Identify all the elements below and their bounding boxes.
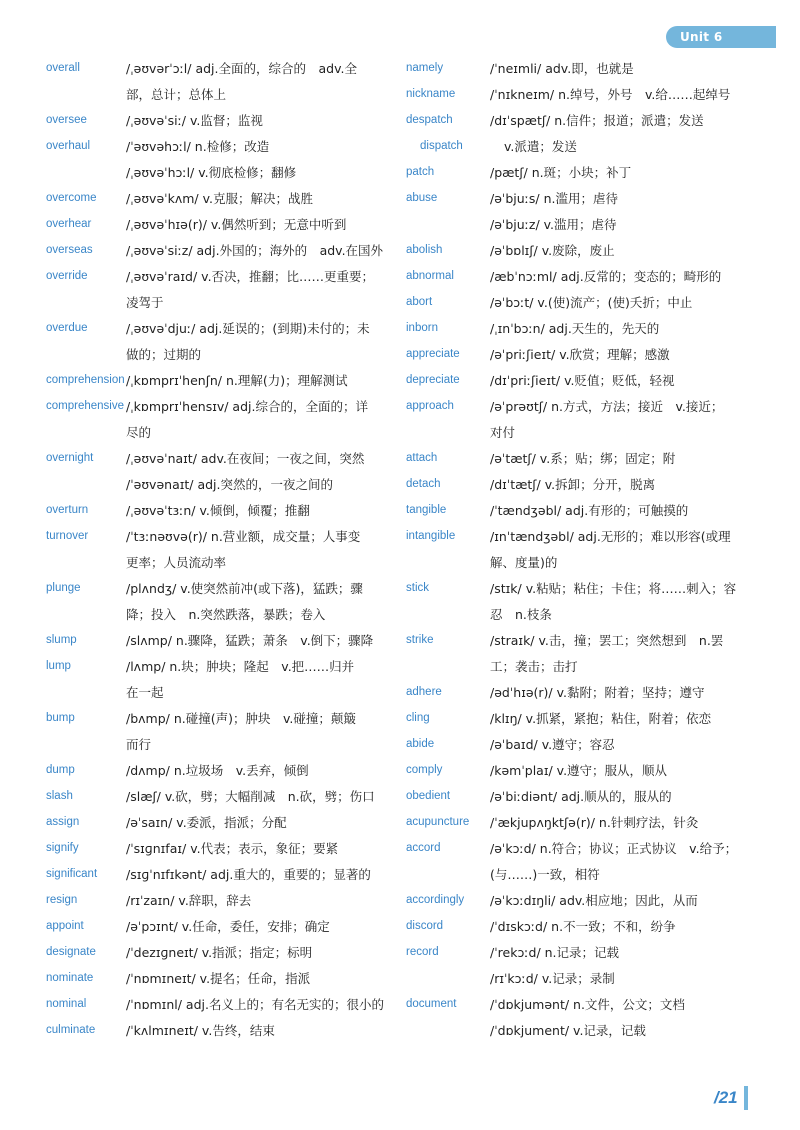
definition-line: 而行 bbox=[126, 737, 152, 752]
headword: comply bbox=[406, 764, 443, 776]
definition-line: /ˈtɜːnəʊvə(r)/ n.营业额，成交量；人事变 bbox=[126, 529, 361, 544]
definition-line: /ɪnˈtændʒəbl/ adj.无形的；难以形容(或理 bbox=[490, 529, 731, 544]
definition bbox=[490, 888, 754, 914]
headword: significant bbox=[46, 868, 98, 880]
vocab-entry bbox=[406, 628, 754, 680]
definition-line: /lʌmp/ n.块；肿块；隆起 v.把……归并 bbox=[126, 659, 355, 674]
vocab-entry bbox=[406, 498, 754, 524]
definition-line: /əˈbiːdiənt/ adj.顺从的，服从的 bbox=[490, 789, 672, 804]
definition bbox=[126, 446, 386, 472]
definition-line: /ˈsɪɡnɪfaɪ/ v.代表；表示，象征；要紧 bbox=[126, 841, 339, 856]
definition bbox=[126, 56, 386, 108]
definition-line: /ˈkʌlmɪneɪt/ v.告终，结束 bbox=[126, 1023, 275, 1038]
definition-line: /dɪˈpriːʃieɪt/ v.贬值；贬低，轻视 bbox=[490, 373, 675, 388]
definition-line: /əˈsaɪn/ v.委派，指派；分配 bbox=[126, 815, 287, 830]
definition-line: /əˈbɒlɪʃ/ v.废除，废止 bbox=[490, 243, 615, 258]
definition-line: /slʌmp/ n.骤降，猛跌；萧条 v.倒下；骤降 bbox=[126, 633, 374, 648]
headword: oversee bbox=[46, 114, 87, 126]
vocab-entry bbox=[406, 108, 754, 134]
headword: nominate bbox=[46, 972, 94, 984]
definition bbox=[490, 940, 754, 966]
definition bbox=[126, 160, 386, 186]
headword: nominal bbox=[46, 998, 87, 1010]
vocab-entry bbox=[406, 680, 754, 706]
definition-line: /ˈnɒmɪnl/ adj.名义上的；有名无实的；很小的 bbox=[126, 997, 384, 1012]
headword: overnight bbox=[46, 452, 94, 464]
definition-line: /ˈdɒkjument/ v.记录，记载 bbox=[490, 1023, 646, 1038]
definition-line: /ˈəʊvənaɪt/ adj.突然的，一夜之间的 bbox=[126, 477, 334, 492]
definition-line: /slæʃ/ v.砍，劈；大幅削减 n.砍，劈；伤口 bbox=[126, 789, 375, 804]
left-column bbox=[46, 56, 386, 1044]
vocab-entry bbox=[46, 368, 386, 394]
definition-line: /sɪɡˈnɪfɪkənt/ adj.重大的，重要的；显著的 bbox=[126, 867, 371, 882]
headword: abnormal bbox=[406, 270, 454, 282]
definition-line: /ˌkɒmprɪˈhensɪv/ adj.综合的，全面的；详 bbox=[126, 399, 368, 414]
vocab-entry bbox=[406, 524, 754, 576]
definition-line: /əˈbjuːs/ n.滥用；虐待 bbox=[490, 191, 618, 206]
definition-line: /ˈækjupʌŋktʃə(r)/ n.针刺疗法，针灸 bbox=[490, 815, 699, 830]
headword: resign bbox=[46, 894, 78, 906]
vocab-entry bbox=[46, 498, 386, 524]
definition bbox=[490, 1018, 754, 1044]
headword: overhear bbox=[46, 218, 92, 230]
vocab-entry bbox=[406, 758, 754, 784]
page-number: /21 bbox=[714, 1088, 738, 1107]
definition-line: /ˌəʊvəˈsiː/ v.监督；监视 bbox=[126, 113, 263, 128]
definition bbox=[504, 134, 754, 160]
definition bbox=[126, 706, 386, 758]
definition bbox=[126, 498, 386, 524]
definition-line: /plʌndʒ/ v.使突然前冲(或下落)，猛跌；骤 bbox=[126, 581, 363, 596]
headword: detach bbox=[406, 478, 441, 490]
definition-line: /dɪˈtætʃ/ v.拆卸；分开，脱离 bbox=[490, 477, 656, 492]
vocab-entry bbox=[406, 160, 754, 186]
definition bbox=[126, 966, 386, 992]
vocab-entry bbox=[46, 888, 386, 914]
definition bbox=[490, 992, 754, 1018]
definition-line: 部，总计；总体上 bbox=[126, 87, 227, 102]
definition bbox=[490, 836, 754, 888]
definition bbox=[490, 82, 754, 108]
headword: appoint bbox=[46, 920, 84, 932]
definition bbox=[490, 290, 754, 316]
definition-line: 工；袭击；击打 bbox=[490, 659, 578, 674]
definition-line: 做的；过期的 bbox=[126, 347, 202, 362]
headword: accord bbox=[406, 842, 441, 854]
vocab-entry bbox=[406, 446, 754, 472]
headword: overseas bbox=[46, 244, 93, 256]
headword: nickname bbox=[406, 88, 456, 100]
definition-line: 更率；人员流动率 bbox=[126, 555, 227, 570]
headword: comprehensive bbox=[46, 400, 124, 412]
definition-line: /ˌəʊvəˈtɜːn/ v.倾倒，倾覆；推翻 bbox=[126, 503, 310, 518]
vocab-entry bbox=[46, 836, 386, 862]
vocab-entry bbox=[46, 966, 386, 992]
definition-line: /ˌəʊvəˈdjuː/ adj.延误的；(到期)未付的；未 bbox=[126, 321, 370, 336]
headword: designate bbox=[46, 946, 96, 958]
definition bbox=[126, 654, 386, 706]
headword: obedient bbox=[406, 790, 451, 802]
definition-line: 在一起 bbox=[126, 685, 164, 700]
definition bbox=[490, 576, 754, 628]
definition-line: /rɪˈkɔːd/ v.记录；录制 bbox=[490, 971, 615, 986]
definition bbox=[126, 394, 386, 446]
headword: overcome bbox=[46, 192, 97, 204]
definition-line: /əˈtætʃ/ v.系；贴；绑；固定；附 bbox=[490, 451, 676, 466]
vocab-entry bbox=[46, 654, 386, 706]
headword: lump bbox=[46, 660, 71, 672]
vocab-entry bbox=[406, 1018, 754, 1044]
headword: adhere bbox=[406, 686, 442, 698]
definition-line: /ˌəʊvəˈkʌm/ v.克服；解决；战胜 bbox=[126, 191, 313, 206]
vocab-entry bbox=[46, 446, 386, 472]
definition-line: /əˈkɔːd/ n.符合；协议；正式协议 v.给予； bbox=[490, 841, 738, 856]
definition bbox=[490, 212, 754, 238]
definition-line: /əˈprəʊtʃ/ n.方式，方法；接近 v.接近； bbox=[490, 399, 724, 414]
vocab-entry bbox=[46, 238, 386, 264]
vocab-entry bbox=[406, 186, 754, 212]
vocab-entry bbox=[46, 576, 386, 628]
definition bbox=[490, 368, 754, 394]
headword: abide bbox=[406, 738, 435, 750]
definition-line: /ˌkɒmprɪˈhenʃn/ n.理解(力)；理解测试 bbox=[126, 373, 348, 388]
definition bbox=[490, 264, 754, 290]
vocab-entry bbox=[46, 758, 386, 784]
headword: record bbox=[406, 946, 439, 958]
vocab-entry bbox=[406, 784, 754, 810]
definition-line: /əˈpɔɪnt/ v.任命，委任，安排；确定 bbox=[126, 919, 330, 934]
vocab-entry bbox=[406, 316, 754, 342]
definition bbox=[490, 628, 754, 680]
definition bbox=[126, 108, 386, 134]
definition-line: /æbˈnɔːml/ adj.反常的；变态的；畸形的 bbox=[490, 269, 722, 284]
vocab-entry bbox=[406, 576, 754, 628]
vocab-entry bbox=[406, 368, 754, 394]
definition bbox=[490, 446, 754, 472]
headword: overturn bbox=[46, 504, 89, 516]
definition-line: /ˌɪnˈbɔːn/ adj.天生的，先天的 bbox=[490, 321, 660, 336]
vocab-entry bbox=[46, 862, 386, 888]
definition bbox=[126, 992, 386, 1018]
definition bbox=[490, 810, 754, 836]
definition-line: 解、度量)的 bbox=[490, 555, 558, 570]
definition bbox=[490, 732, 754, 758]
vocab-entry bbox=[406, 888, 754, 914]
headword: tangible bbox=[406, 504, 447, 516]
headword: accordingly bbox=[406, 894, 465, 906]
vocab-entry bbox=[46, 264, 386, 316]
headword: override bbox=[46, 270, 88, 282]
vocab-entry bbox=[46, 472, 386, 498]
vocab-entry bbox=[46, 784, 386, 810]
definition bbox=[126, 238, 386, 264]
vocab-entry bbox=[46, 940, 386, 966]
definition-line: 降；投入 n.突然跌落，暴跌；卷入 bbox=[126, 607, 326, 622]
definition bbox=[126, 368, 386, 394]
vocab-entry bbox=[406, 810, 754, 836]
vocab-entry bbox=[406, 940, 754, 966]
headword: abort bbox=[406, 296, 433, 308]
headword: slump bbox=[46, 634, 77, 646]
definition bbox=[126, 264, 386, 316]
definition-line: /ˈrekɔːd/ n.记录；记载 bbox=[490, 945, 620, 960]
definition bbox=[490, 758, 754, 784]
headword: overall bbox=[46, 62, 80, 74]
definition-line: /bʌmp/ n.碰撞(声)；肿块 v.碰撞；颠簸 bbox=[126, 711, 356, 726]
headword: abolish bbox=[406, 244, 443, 256]
definition-line: (与……)一致，相符 bbox=[490, 867, 600, 882]
vocab-entry bbox=[406, 966, 754, 992]
definition bbox=[126, 186, 386, 212]
definition-line: /dɪˈspætʃ/ n.信件；报道；派遣；发送 bbox=[490, 113, 704, 128]
definition-line: /ˈəʊvəhɔːl/ n.检修；改造 bbox=[126, 139, 270, 154]
headword: overdue bbox=[46, 322, 88, 334]
vocab-entry bbox=[46, 394, 386, 446]
definition bbox=[490, 394, 754, 446]
vocab-entry bbox=[46, 810, 386, 836]
definition bbox=[490, 524, 754, 576]
definition-line: /dʌmp/ n.垃圾场 v.丢弃，倾倒 bbox=[126, 763, 309, 778]
definition-line: /ədˈhɪə(r)/ v.黏附；附着；坚持；遵守 bbox=[490, 685, 705, 700]
definition bbox=[126, 212, 386, 238]
definition-line: /ˈnɒmɪneɪt/ v.提名；任命，指派 bbox=[126, 971, 311, 986]
definition-line: /straɪk/ v.击，撞；罢工；突然想到 n.罢 bbox=[490, 633, 724, 648]
vocab-entry bbox=[46, 706, 386, 758]
definition-line: /ˈnɪkneɪm/ n.绰号，外号 v.给……起绰号 bbox=[490, 87, 731, 102]
headword: namely bbox=[406, 62, 444, 74]
definition bbox=[490, 966, 754, 992]
headword: inborn bbox=[406, 322, 438, 334]
definition bbox=[126, 914, 386, 940]
vocab-entry bbox=[406, 82, 754, 108]
definition bbox=[490, 706, 754, 732]
definition bbox=[126, 940, 386, 966]
headword: attach bbox=[406, 452, 438, 464]
headword: culminate bbox=[46, 1024, 96, 1036]
definition bbox=[126, 316, 386, 368]
vocab-entry bbox=[46, 56, 386, 108]
definition bbox=[126, 524, 386, 576]
definition-line: /ˌəʊvəˈhɔːl/ v.彻底检修；翻修 bbox=[126, 165, 297, 180]
definition bbox=[490, 186, 754, 212]
vocab-entry bbox=[406, 992, 754, 1018]
headword: signify bbox=[46, 842, 79, 854]
vocab-entry bbox=[46, 914, 386, 940]
definition-line: /ˌəʊvəˈraɪd/ v.否决，推翻；比……更重要； bbox=[126, 269, 375, 284]
definition bbox=[126, 576, 386, 628]
definition bbox=[490, 472, 754, 498]
vocab-entry bbox=[406, 472, 754, 498]
vocab-entry bbox=[406, 836, 754, 888]
definition-line: 凌驾于 bbox=[126, 295, 164, 310]
headword: turnover bbox=[46, 530, 89, 542]
definition bbox=[126, 862, 386, 888]
definition bbox=[490, 914, 754, 940]
definition-line: /pætʃ/ n.斑；小块；补丁 bbox=[490, 165, 632, 180]
headword: abuse bbox=[406, 192, 438, 204]
definition bbox=[490, 108, 754, 134]
headword: approach bbox=[406, 400, 454, 412]
definition-line: /stɪk/ v.粘贴；粘住；卡住；将……刺入；容 bbox=[490, 581, 737, 596]
definition bbox=[490, 160, 754, 186]
vocab-entry bbox=[46, 316, 386, 368]
definition-line: /ˈneɪmli/ adv.即，也就是 bbox=[490, 61, 634, 76]
definition bbox=[490, 680, 754, 706]
headword: dispatch bbox=[420, 140, 463, 152]
vocab-entry bbox=[46, 628, 386, 654]
vocab-entry bbox=[406, 732, 754, 758]
headword: despatch bbox=[406, 114, 453, 126]
definition bbox=[490, 238, 754, 264]
definition-line: /əˈbaɪd/ v.遵守；容忍 bbox=[490, 737, 615, 752]
headword: stick bbox=[406, 582, 429, 594]
headword: overhaul bbox=[46, 140, 91, 152]
definition-line: v.派遣；发送 bbox=[504, 139, 577, 154]
definition-line: /əˈbjuːz/ v.滥用；虐待 bbox=[490, 217, 617, 232]
definition-line: /ˌəʊvərˈɔːl/ adj.全面的，综合的 adv.全 bbox=[126, 61, 357, 76]
definition bbox=[490, 316, 754, 342]
definition bbox=[126, 628, 386, 654]
definition-line: 对付 bbox=[490, 425, 516, 440]
definition-line: /ˌəʊvəˈsiːz/ adj.外国的；海外的 adv.在国外 bbox=[126, 243, 384, 258]
vocab-entry bbox=[46, 134, 386, 160]
definition-line: /əˈbɔːt/ v.(使)流产；(使)夭折；中止 bbox=[490, 295, 693, 310]
definition-line: /əˈkɔːdɪŋli/ adv.相应地；因此，从而 bbox=[490, 893, 698, 908]
definition-line: /rɪˈzaɪn/ v.辞职，辞去 bbox=[126, 893, 252, 908]
definition-line: /ˈdɒkjumənt/ n.文件，公文；文档 bbox=[490, 997, 685, 1012]
headword: dump bbox=[46, 764, 75, 776]
headword: document bbox=[406, 998, 457, 1010]
definition bbox=[126, 758, 386, 784]
definition-line: /kəmˈplaɪ/ v.遵守；服从，顺从 bbox=[490, 763, 668, 778]
unit-badge: Unit 6 bbox=[666, 26, 776, 48]
definition bbox=[126, 810, 386, 836]
definition-line: /klɪŋ/ v.抓紧，紧抱；粘住，附着；依恋 bbox=[490, 711, 712, 726]
definition bbox=[126, 134, 386, 160]
headword: acupuncture bbox=[406, 816, 470, 828]
definition bbox=[126, 888, 386, 914]
headword: strike bbox=[406, 634, 434, 646]
definition bbox=[490, 56, 754, 82]
right-column bbox=[406, 56, 754, 1044]
vocab-entry bbox=[406, 914, 754, 940]
vocab-entry bbox=[406, 342, 754, 368]
definition bbox=[126, 1018, 386, 1044]
headword: plunge bbox=[46, 582, 81, 594]
vocab-entry bbox=[46, 160, 386, 186]
definition-line: /ˌəʊvəˈhɪə(r)/ v.偶然听到；无意中听到 bbox=[126, 217, 347, 232]
vocab-entry bbox=[406, 238, 754, 264]
vocab-entry bbox=[406, 134, 754, 160]
headword: discord bbox=[406, 920, 444, 932]
vocab-entry bbox=[46, 524, 386, 576]
headword: patch bbox=[406, 166, 435, 178]
definition-line: /ˈdezɪɡneɪt/ v.指派；指定；标明 bbox=[126, 945, 313, 960]
definition-line: /əˈpriːʃieɪt/ v.欣赏；理解；感激 bbox=[490, 347, 670, 362]
headword: bump bbox=[46, 712, 75, 724]
vocab-entry bbox=[46, 108, 386, 134]
page-number-bar bbox=[744, 1086, 748, 1110]
definition bbox=[126, 472, 386, 498]
definition-line: 尽的 bbox=[126, 425, 152, 440]
vocab-entry bbox=[46, 212, 386, 238]
vocab-entry bbox=[406, 264, 754, 290]
vocab-entry bbox=[406, 706, 754, 732]
vocab-entry bbox=[406, 56, 754, 82]
headword: intangible bbox=[406, 530, 456, 542]
vocab-entry bbox=[46, 992, 386, 1018]
vocab-entry bbox=[406, 212, 754, 238]
definition-line: /ˌəʊvəˈnaɪt/ adv.在夜间；一夜之间，突然 bbox=[126, 451, 365, 466]
definition bbox=[490, 342, 754, 368]
headword: appreciate bbox=[406, 348, 460, 360]
definition-line: /ˈdɪskɔːd/ n.不一致；不和，纷争 bbox=[490, 919, 676, 934]
headword: cling bbox=[406, 712, 430, 724]
definition-line: /ˈtændʒəbl/ adj.有形的；可触摸的 bbox=[490, 503, 689, 518]
definition bbox=[126, 784, 386, 810]
vocab-entry bbox=[406, 290, 754, 316]
vocab-entry bbox=[46, 186, 386, 212]
definition bbox=[490, 784, 754, 810]
headword: comprehension bbox=[46, 374, 125, 386]
headword: depreciate bbox=[406, 374, 460, 386]
headword: slash bbox=[46, 790, 73, 802]
definition bbox=[126, 836, 386, 862]
headword: assign bbox=[46, 816, 80, 828]
vocab-entry bbox=[46, 1018, 386, 1044]
vocab-entry bbox=[406, 394, 754, 446]
definition-line: 忍 n.枝条 bbox=[490, 607, 552, 622]
definition bbox=[490, 498, 754, 524]
